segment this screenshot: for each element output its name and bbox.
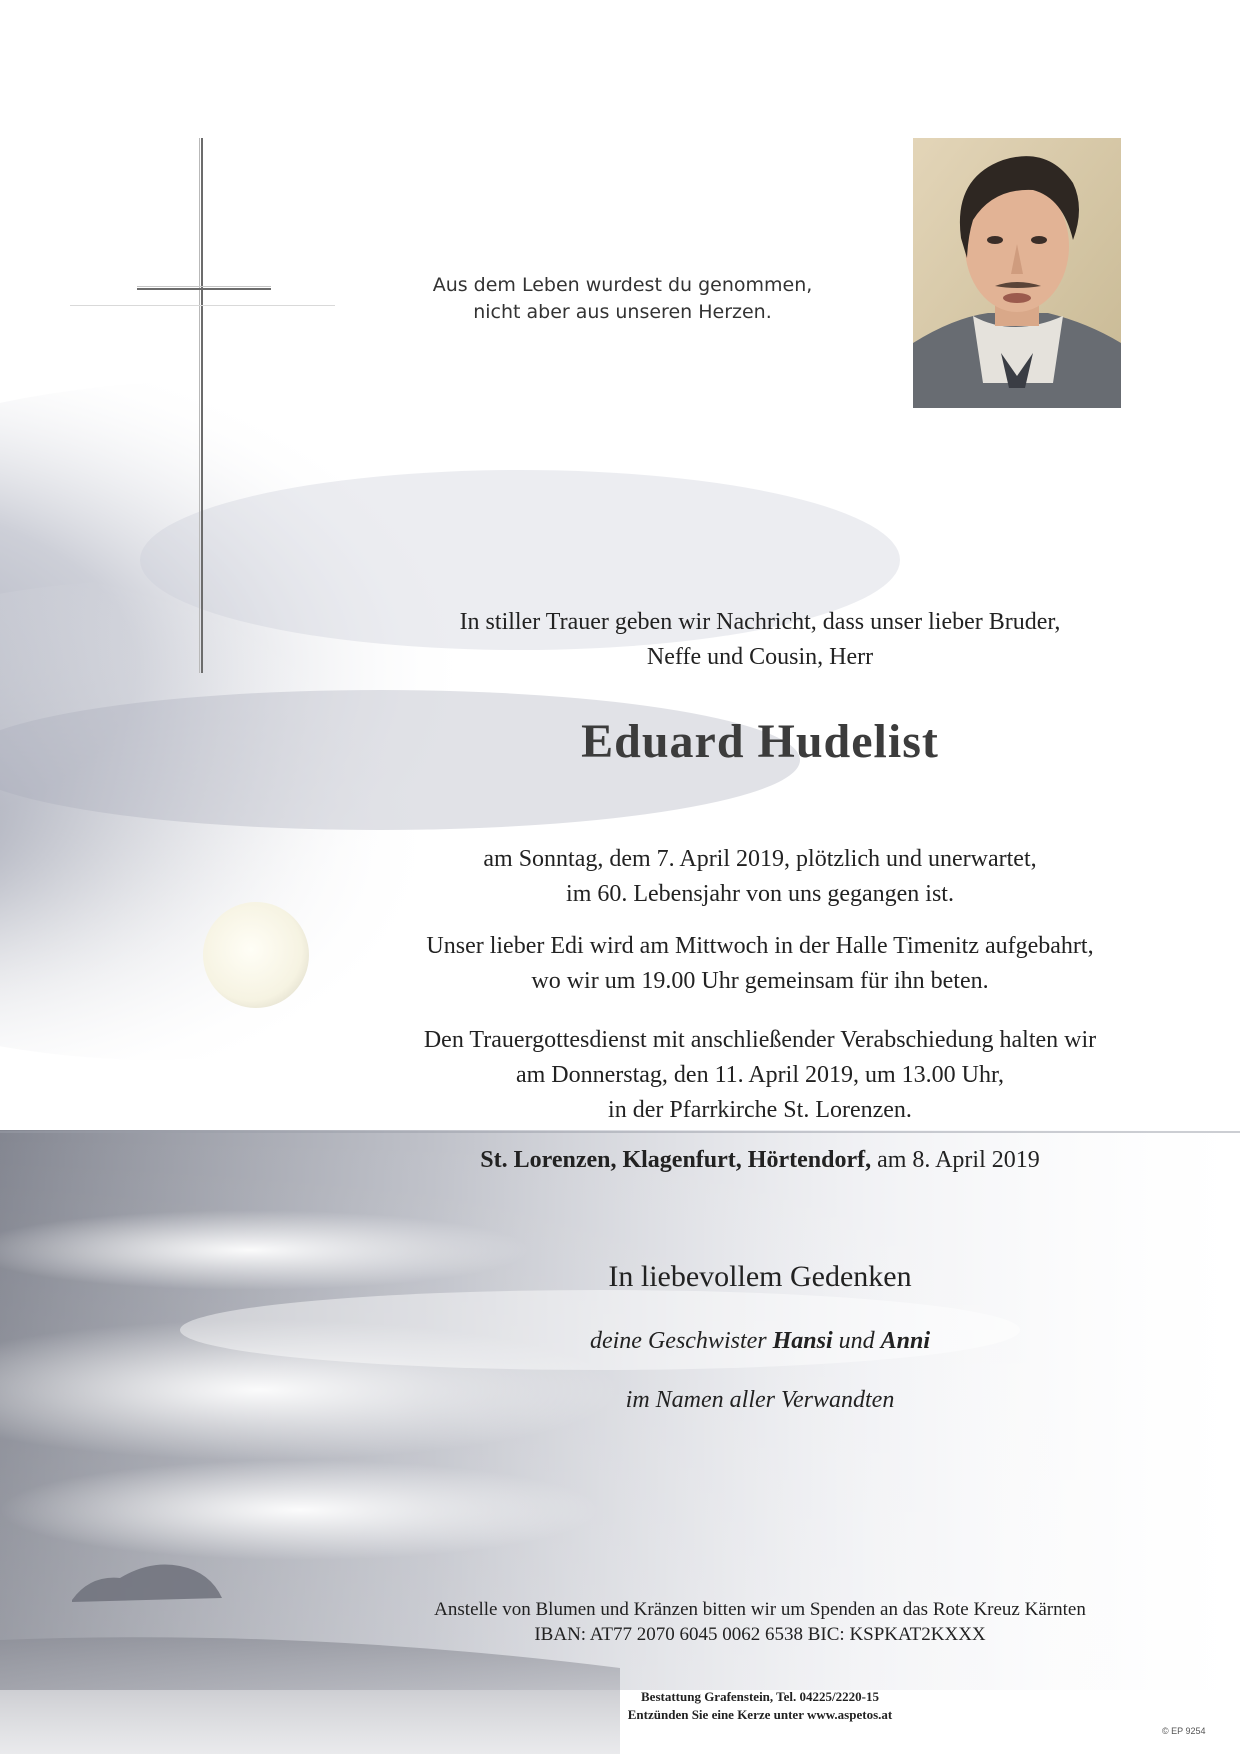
funeral-line-2: am Donnerstag, den 11. April 2019, um 13.00 Uhr, xyxy=(515,1062,1005,1088)
signature-line-2: im Namen aller Verwandten xyxy=(625,1387,895,1413)
cross-guide-line xyxy=(70,305,335,306)
footer-line-2: Entzünden Sie eine Kerze unter www.aspetos.at xyxy=(627,1707,893,1722)
notice-date: am 8. April 2019 xyxy=(871,1147,1040,1173)
death-line-1: am Sonntag, dem 7. April 2019, plötzlich und unerwartet, xyxy=(483,846,1037,872)
intro-text xyxy=(330,605,1190,675)
deceased-name: Eduard Hudelist xyxy=(581,715,939,768)
death-line-2: im 60. Lebensjahr von uns gegangen ist. xyxy=(566,881,954,907)
portrait-photo xyxy=(913,138,1121,408)
intro-line-1: In stiller Trauer geben wir Nachricht, dass unser lieber Bruder, xyxy=(459,609,1061,635)
signature-name-1: Hansi xyxy=(772,1328,833,1354)
footer-line-1: Bestattung Grafenstein, Tel. 04225/2220-15 xyxy=(641,1689,879,1704)
cross-bar xyxy=(137,286,271,291)
cross-icon xyxy=(199,138,204,673)
viewing-notice xyxy=(330,929,1190,999)
product-code: © EP 9254 xyxy=(1162,1726,1206,1736)
signature-middle: und xyxy=(832,1328,881,1354)
memorial-heading: In liebevollem Gedenken xyxy=(608,1260,912,1293)
funeral-line-3: in der Pfarrkirche St. Lorenzen. xyxy=(608,1097,912,1123)
funeral-line-1: Den Trauergottesdienst mit anschließender Verabschiedung halten wir xyxy=(423,1027,1097,1053)
funeral-notice xyxy=(330,1023,1190,1128)
motto-line-2: nicht aber aus unseren Herzen. xyxy=(473,301,772,323)
donation-iban: IBAN: AT77 2070 6045 0062 6538 BIC: KSPKAT2KXXX xyxy=(534,1624,986,1645)
donation-notice xyxy=(330,1597,1190,1647)
intro-line-2: Neffe und Cousin, Herr xyxy=(646,644,874,670)
motto-verse xyxy=(400,272,845,326)
signature-name-2: Anni xyxy=(880,1328,931,1354)
donation-line-1: Anstelle von Blumen und Kränzen bitten wir um Spenden an das Rote Kreuz Kärnten xyxy=(434,1599,1086,1620)
motto-line-1: Aus dem Leben wurdest du genommen, xyxy=(432,274,813,296)
place-and-date xyxy=(330,1143,1190,1178)
death-notice xyxy=(330,842,1190,912)
viewing-line-1: Unser lieber Edi wird am Mittwoch in der Halle Timenitz aufgebahrt, xyxy=(426,933,1094,959)
viewing-line-2: wo wir um 19.00 Uhr gemeinsam für ihn beten. xyxy=(531,968,989,994)
signature-line-1 xyxy=(330,1324,1190,1358)
funeral-home-footer xyxy=(330,1688,1190,1724)
signature-prefix: deine Geschwister xyxy=(589,1328,773,1354)
places: St. Lorenzen, Klagenfurt, Hörtendorf, xyxy=(480,1147,872,1173)
